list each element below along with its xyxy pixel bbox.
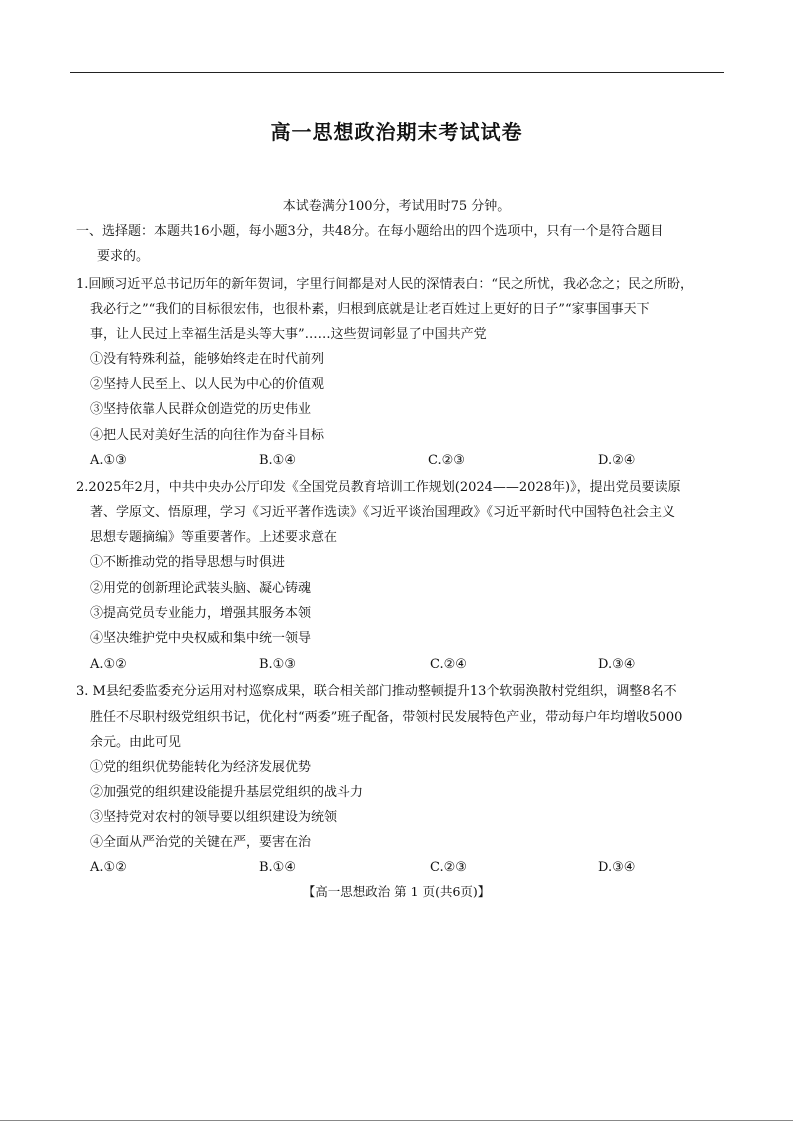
q1-item-3: ③坚持依靠人民群众创造党的历史伟业 xyxy=(90,402,312,417)
q2-item-2: ②用党的创新理论武装头脑、凝心铸魂 xyxy=(90,581,312,596)
header-rule xyxy=(70,72,724,73)
q2-choice-d: D.③④ xyxy=(598,657,636,672)
page-footer: 【高一思想政治 第 1 页(共6页)】 xyxy=(302,884,491,899)
q2-item-1: ①不断推动党的指导思想与时俱进 xyxy=(90,555,286,570)
q3-choice-c: C.②③ xyxy=(430,860,467,875)
q2-stem-line3: 思想专题摘编》等重要著作。上述要求意在 xyxy=(90,530,338,545)
q1-item-2: ②坚持人民至上、以人民为中心的价值观 xyxy=(90,377,325,392)
q2-choice-b: B.①③ xyxy=(259,657,296,672)
q1-item-4: ④把人民对美好生活的向往作为奋斗目标 xyxy=(90,428,325,443)
q3-item-1: ①党的组织优势能转化为经济发展优势 xyxy=(90,760,312,775)
q2-choice-a: A.①② xyxy=(90,657,127,672)
q2-item-3: ③提高党员专业能力，增强其服务本领 xyxy=(90,606,312,621)
q1-choice-d: D.②④ xyxy=(598,453,636,468)
section-instructions-line1: 一、选择题：本题共16小题，每小题3分，共48分。在每小题给出的四个选项中，只有一个是符合题目 xyxy=(76,224,664,239)
q2-item-4: ④坚决维护党中央权威和集中统一领导 xyxy=(90,631,312,646)
section-instructions-line2: 要求的。 xyxy=(97,249,150,264)
q3-choice-a: A.①② xyxy=(90,860,127,875)
q1-item-1: ①没有特殊利益，能够始终走在时代前列 xyxy=(90,352,325,367)
q3-choice-b: B.①④ xyxy=(259,860,296,875)
q2-stem-line1: 2.2025年2月，中共中央办公厅印发《全国党员教育培训工作规划(2024——2028年)》，提出党员要读原 xyxy=(76,480,681,495)
q1-choice-b: B.①④ xyxy=(259,453,296,468)
exam-title: 高一思想政治期末考试试卷 xyxy=(270,120,523,144)
q1-choice-a: A.①③ xyxy=(90,453,127,468)
q3-stem-line3: 余元。由此可见 xyxy=(90,735,182,750)
exam-note: 本试卷满分100分，考试用时75 分钟。 xyxy=(282,199,511,214)
q1-stem-line3: 事，让人民过上幸福生活是头等大事”……这些贺词彰显了中国共产党 xyxy=(90,327,487,342)
q3-item-4: ④全面从严治党的关键在严，要害在治 xyxy=(90,835,312,850)
q3-stem-line1: 3. M县纪委监委充分运用对村巡察成果，联合相关部门推动整顿提升13个软弱涣散村党组织，调整8名不 xyxy=(76,684,677,699)
q2-stem-line2: 著、学原文、悟原理，学习《习近平著作选读》《习近平谈治国理政》《习近平新时代中国特色社会主义 xyxy=(90,505,676,520)
q3-choice-d: D.③④ xyxy=(598,860,636,875)
q1-stem-line2: 我必行之”“我们的目标很宏伟，也很朴素，归根到底就是让老百姓过上更好的日子”“家事国事天下 xyxy=(90,302,650,317)
q3-stem-line2: 胜任不尽职村级党组织书记，优化村“两委”班子配备，带领村民发展特色产业，带动每户年均增收5000 xyxy=(90,710,683,725)
q2-choice-c: C.②④ xyxy=(430,657,467,672)
q1-stem-line1: 1.回顾习近平总书记历年的新年贺词，字里行间都是对人民的深情表白：“民之所忧，我必念之；民之所盼， xyxy=(76,277,694,292)
q3-item-3: ③坚持党对农村的领导要以组织建设为统领 xyxy=(90,810,338,825)
q3-item-2: ②加强党的组织建设能提升基层党组织的战斗力 xyxy=(90,785,364,800)
page-bottom-edge xyxy=(0,1120,793,1121)
q1-choice-c: C.②③ xyxy=(428,453,465,468)
